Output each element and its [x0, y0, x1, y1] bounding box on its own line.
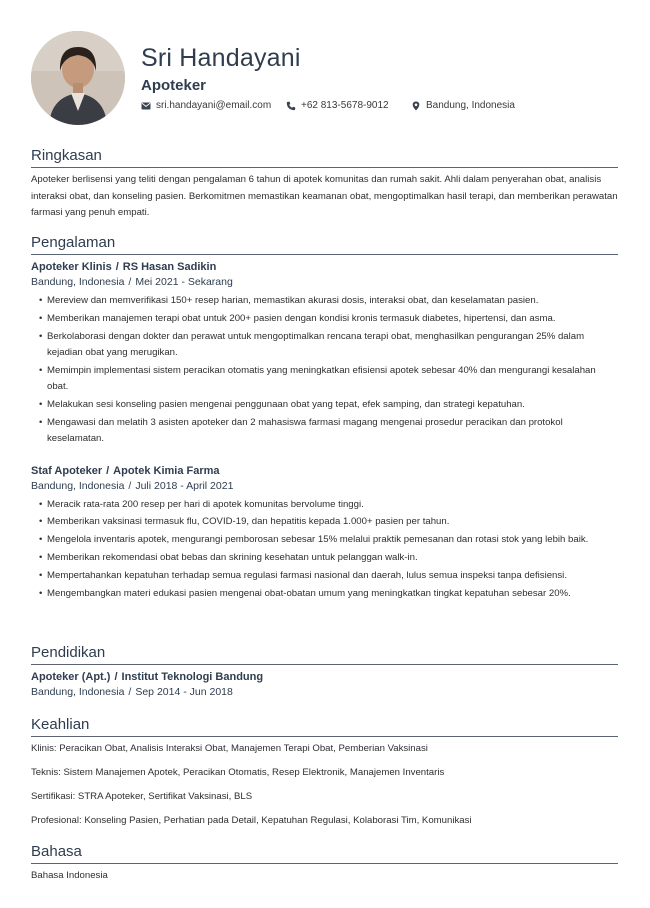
phone-icon — [286, 101, 296, 111]
education-entry — [31, 670, 618, 700]
job-meta-line: Bandung, Indonesia / Juli 2018 - April 2021 — [31, 479, 234, 492]
bullet-item: • Mempertahankan kepatuhan terhadap semua regulasi farmasi nasional dan daerah, lulus semua inspeksi tanpa defisiensi. — [47, 568, 618, 584]
skill-line: Profesional: Konseling Pasien, Perhatian pada Detail, Kepatuhan Regulasi, Kolaborasi Tim, Komunikasi — [31, 815, 472, 826]
location-text: Bandung, Indonesia — [426, 100, 515, 111]
bullet-item: • Memimpin implementasi sistem peracikan otomatis yang meningkatkan efisiensi apotek sebesar 40% dan mengurangi kesalahan obat. — [47, 363, 618, 396]
job-company: Apotek Kimia Farma — [113, 464, 220, 477]
bullet-item: • Melakukan sesi konseling pasien mengenai penggunaan obat yang tepat, efek samping, dan strategi kepatuhan. — [47, 397, 618, 413]
skill-line: Teknis: Sistem Manajemen Apotek, Peracikan Otomatis, Resep Elektronik, Manajemen Inventaris — [31, 767, 445, 778]
languages-section — [31, 843, 618, 884]
education-section — [31, 644, 618, 700]
mail-icon — [141, 101, 151, 111]
job-position: Apoteker Klinis — [31, 261, 112, 273]
candidate-role: Apoteker — [141, 77, 207, 94]
contact-email[interactable] — [141, 100, 271, 111]
job-position: Staf Apoteker — [31, 464, 103, 477]
summary-text: Apoteker berlisensi yang teliti dengan pengalaman 6 tahun di apotek komunitas dan rumah sakit. Ahli dalam penyerahan obat, analisis interaksi obat, dan konseling pasien. Berkomitmen memastikan keamanan obat, mengoptimalkan hasil terapi, dan memberikan perawatan farmasi yang penuh empati. — [31, 174, 618, 218]
skills-section — [31, 716, 618, 829]
section-title: Pendidikan — [31, 644, 106, 661]
summary-section — [31, 147, 618, 222]
section-divider — [31, 664, 618, 665]
bullet-item: • Mengelola inventaris apotek, mengurangi pemborosan sebesar 15% melalui praktik pemesanan dan rotasi stok yang lebih baik. — [47, 532, 618, 548]
degree: Apoteker (Apt.) — [31, 671, 111, 683]
education-period: Sep 2014 - Jun 2018 — [135, 686, 233, 698]
job-entry — [31, 464, 618, 602]
email-text: sri.handayani@email.com — [156, 100, 272, 111]
section-divider — [31, 254, 618, 255]
bullet-item: • Mengawasi dan melatih 3 asisten apoteker dan 2 mahasiswa farmasi magang mengenai prosedur peracikan dan protokol keselamatan. — [47, 415, 618, 448]
bullet-item: • Meracik rata-rata 200 resep per hari di apotek komunitas bervolume tinggi. — [47, 497, 618, 513]
language-item: Bahasa Indonesia — [31, 870, 108, 881]
bullet-item: • Mengembangkan materi edukasi pasien mengenai obat-obatan umum yang meningkatkan tingkat kepatuhan sebesar 20%. — [47, 586, 618, 602]
job-location: Bandung, Indonesia — [31, 276, 125, 288]
school: Institut Teknologi Bandung — [121, 671, 264, 683]
skills-list — [31, 741, 618, 829]
section-title: Bahasa — [31, 843, 82, 860]
job-period: Mei 2021 - Sekarang — [135, 276, 233, 288]
section-title: Ringkasan — [31, 147, 102, 164]
contact-phone[interactable] — [286, 100, 389, 111]
education-title-line: Apoteker (Apt.) / Institut Teknologi Bandung — [31, 671, 264, 683]
phone-text: +62 813-5678-9012 — [301, 100, 389, 111]
job-meta-line: Bandung, Indonesia / Mei 2021 - Sekarang — [31, 276, 233, 288]
bullet-item: • Memberikan rekomendasi obat bebas dan skrining kesehatan untuk pelanggan walk-in. — [47, 550, 618, 566]
section-divider — [31, 736, 618, 737]
job-bullets — [31, 293, 618, 448]
job-title-line: Staf Apoteker / Apotek Kimia Farma — [31, 464, 220, 477]
job-company: RS Hasan Sadikin — [122, 261, 217, 273]
section-divider — [31, 167, 618, 168]
education-meta-line: Bandung, Indonesia / Sep 2014 - Jun 2018 — [31, 686, 233, 698]
job-bullets — [31, 497, 618, 602]
candidate-name: Sri Handayani — [141, 44, 301, 72]
education-location: Bandung, Indonesia — [31, 686, 125, 698]
job-period: Juli 2018 - April 2021 — [135, 479, 234, 492]
profile-photo — [31, 31, 125, 125]
job-location: Bandung, Indonesia — [31, 479, 125, 492]
skill-line: Sertifikasi: STRA Apoteker, Sertifikat Vaksinasi, BLS — [31, 791, 253, 802]
skill-line: Klinis: Peracikan Obat, Analisis Interaksi Obat, Manajemen Terapi Obat, Pemberian Vaksinasi — [31, 743, 428, 754]
section-title: Keahlian — [31, 716, 90, 733]
bullet-item: • Mereview dan memverifikasi 150+ resep harian, memastikan akurasi dosis, interaksi obat, dan keselamatan pasien. — [47, 293, 618, 309]
resume-header — [31, 31, 621, 126]
experience-section — [31, 234, 618, 603]
bullet-item: • Berkolaborasi dengan dokter dan perawat untuk mengoptimalkan rencana terapi obat, menghasilkan pengurangan 25% dalam kejadian obat yang merugikan. — [47, 329, 618, 362]
section-divider — [31, 863, 618, 864]
bullet-item: • Memberikan vaksinasi termasuk flu, COVID-19, dan hepatitis kepada 1.000+ pasien per tahun. — [47, 514, 618, 530]
section-title: Pengalaman — [31, 234, 116, 251]
contact-location — [411, 100, 515, 111]
job-title-line: Apoteker Klinis / RS Hasan Sadikin — [31, 261, 217, 273]
location-pin-icon — [411, 101, 421, 111]
job-entry — [31, 260, 618, 448]
bullet-item: • Memberikan manajemen terapi obat untuk 200+ pasien dengan kondisi kronis termasuk diabetes, hipertensi, dan asma. — [47, 311, 618, 327]
